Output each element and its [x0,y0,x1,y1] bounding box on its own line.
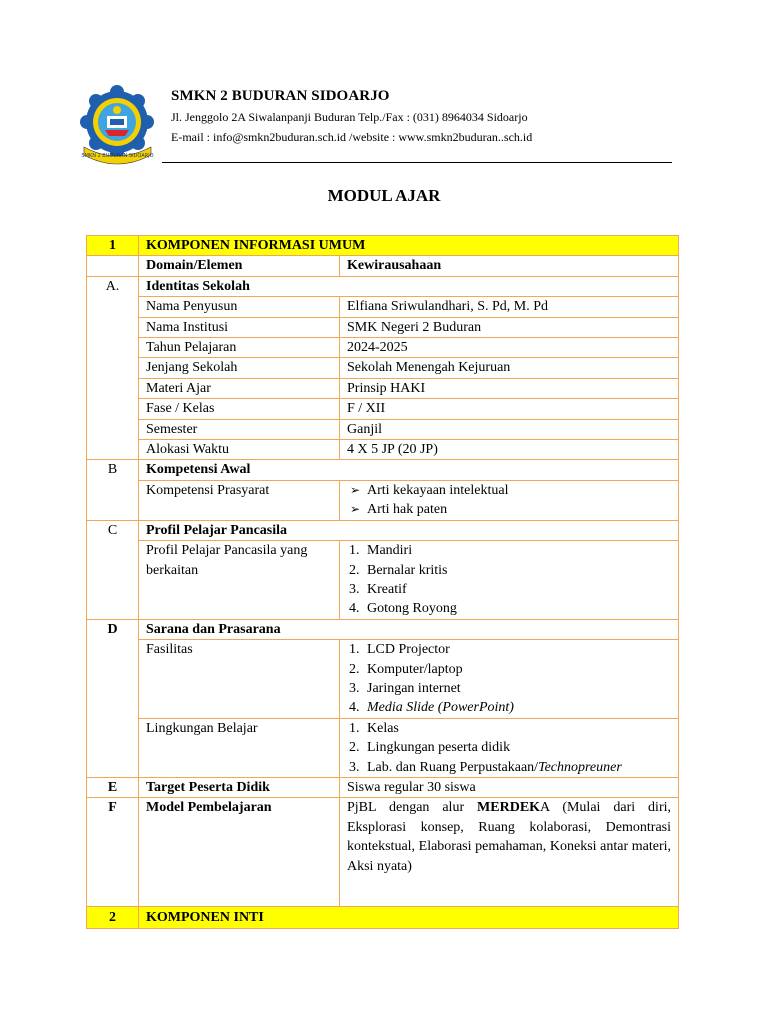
row-value: Sekolah Menengah Kejuruan [340,358,679,378]
table-row [87,297,679,317]
row-label: Domain/Elemen [139,256,340,276]
row-value [340,640,679,719]
school-name: SMKN 2 BUDURAN SIDOARJO [171,88,390,104]
row-label: Fasilitas [139,640,340,719]
school-address: Jl. Jenggolo 2A Siwalanpanji Buduran Telp./Fax : (031) 8964034 Sidoarjo [171,110,528,124]
section-letter-a: A. [87,276,139,460]
table-row [87,419,679,439]
list-item: 1. Kelas [349,720,399,736]
section-letter-e: E [87,777,139,797]
row-label: Jenjang Sekolah [139,358,340,378]
row-label: Lingkungan Belajar [139,718,340,777]
section-1-header-row [87,236,679,256]
school-contact: E-mail : info@smkn2buduran.sch.id /website : www.smkn2buduran..sch.id [171,130,533,144]
table-row [87,440,679,460]
table-row [87,358,679,378]
row-value: Siswa regular 30 siswa [340,777,679,797]
table-row [87,640,679,719]
list-item: 4. Media Slide (PowerPoint) [349,700,514,716]
section-title: KOMPONEN INFORMASI UMUM [139,236,679,256]
row-label: Tahun Pelajaran [139,338,340,358]
list-item: 2. Bernalar kritis [349,562,448,578]
table-row [87,256,679,276]
table-row [87,276,679,296]
row-value [340,718,679,777]
row-value: 4 X 5 JP (20 JP) [340,440,679,460]
row-label: Semester [139,419,340,439]
row-label: Fase / Kelas [139,399,340,419]
row-label: Nama Institusi [139,317,340,337]
section-letter-d: D [87,619,139,777]
row-value: Ganjil [340,419,679,439]
row-label: Materi Ajar [139,378,340,398]
table-row [87,619,679,639]
row-value: Elfiana Sriwulandhari, S. Pd, M. Pd [340,297,679,317]
section-number: 1 [87,236,139,256]
document-title: MODUL AJAR [327,186,441,205]
list-item: ➢ Arti hak paten [347,500,671,519]
arrow-bullet-icon: ➢ [350,502,361,517]
list-item: 3. Lab. dan Ruang Perpustakaan/Technopreuner [349,759,622,775]
row-value [340,480,679,520]
row-label: Nama Penyusun [139,297,340,317]
row-value: Kewirausahaan [340,256,679,276]
table-row [87,520,679,540]
row-value: SMK Negeri 2 Buduran [340,317,679,337]
row-value: PjBL dengan alur MERDEKA (Mulai dari diri, Eksplorasi konsep, Ruang kolaborasi, Demontrasi kontekstual, Elaborasi pemahaman, Koneksi antar materi, Aksi nyata) [340,798,679,907]
table-row [87,798,679,907]
row-value: F / XII [340,399,679,419]
table-row [87,460,679,480]
list-item: 3. Jaringan internet [349,680,461,696]
module-table [86,235,679,929]
list-item: 2. Lingkungan peserta didik [349,740,511,756]
row-label: Alokasi Waktu [139,440,340,460]
table-row [87,718,679,777]
list-item: ➢ Arti kekayaan intelektual [347,481,671,500]
list-item: 1. Mandiri [349,543,413,559]
table-row [87,480,679,520]
list-item: 3. Kreatif [349,581,407,597]
row-value: 2024-2025 [340,338,679,358]
subsection-title: Kompetensi Awal [139,460,679,480]
row-label: Model Pembelajaran [139,798,340,907]
table-row [87,777,679,797]
subsection-title: Profil Pelajar Pancasila [139,520,679,540]
list-item: 1. LCD Projector [349,642,450,658]
table-row [87,317,679,337]
row-label: Target Peserta Didik [139,777,340,797]
section-letter-b: B [87,460,139,520]
row-value: Prinsip HAKI [340,378,679,398]
row-label: Kompetensi Prasyarat [139,480,340,520]
row-value [340,541,679,620]
section-2-header-row [87,907,679,928]
school-logo [80,85,155,165]
row-label: Profil Pelajar Pancasila yang berkaitan [139,541,340,620]
section-letter-c: C [87,520,139,619]
table-row [87,399,679,419]
list-item: 4. Gotong Royong [349,601,457,617]
subsection-title: Identitas Sekolah [139,276,679,296]
section-number: 2 [87,907,139,928]
table-row [87,541,679,620]
table-row [87,338,679,358]
section-title: KOMPONEN INTI [139,907,679,928]
subsection-title: Sarana dan Prasarana [139,619,679,639]
header-divider [162,162,672,163]
section-letter-f: F [87,798,139,907]
list-item: 2. Komputer/laptop [349,661,463,677]
arrow-bullet-icon: ➢ [350,482,361,497]
table-row [87,378,679,398]
logo-ribbon-text: SMKN 2 BUDURAN SIDOARJO [81,153,154,159]
